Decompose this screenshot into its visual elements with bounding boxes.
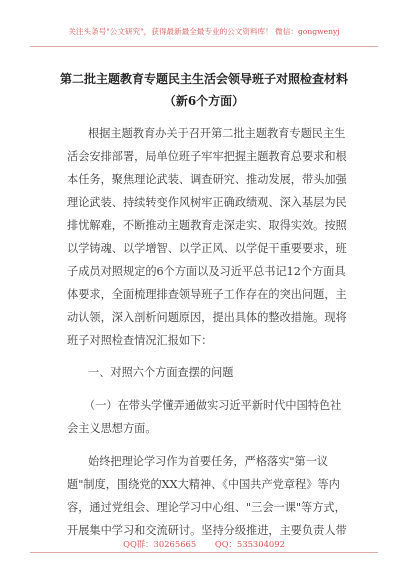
body-line: 理论武装、持续转变作风树牢正确政绩观、深入基层为民 (67, 196, 347, 209)
body-line: 容，通过党组会、理论学习中心组、"三会一课"等方式， (67, 501, 346, 514)
footer-qq: QQ：535304092 (214, 539, 285, 549)
body-line: 排忧解难，不断推动主题教育走深走实、取得实效。按照 (67, 219, 347, 232)
header-divider (30, 46, 378, 47)
body-line: 活会安排部署，局单位班子牢牢把握主题教育总要求和根 (67, 150, 347, 163)
document-subtitle: （新6个方面） (163, 94, 245, 108)
header-banner: 关注头条号"公文研究"，获得最新最全最专业的公文资料库！ 微信：gongwenyj (68, 27, 340, 36)
footer-divider (30, 552, 378, 553)
subsection-heading: （一）在带头学懂弄通做实习近平新时代中国特色社 (84, 399, 342, 412)
footer-contact (0, 538, 408, 550)
body-line: 体要求，全面梳理排查领导班子工作存在的突出问题，主 (67, 288, 347, 301)
subsection-heading-cont: 会主义思想方面。 (67, 422, 157, 435)
footer-qq-group: QQ群：30265665 (123, 539, 197, 549)
body-line: 始终把理论学习作为首要任务，严格落实"第一议 (88, 455, 329, 468)
body-line: 动认领，深入剖析问题原因，提出具体的整改措施。现将 (67, 311, 347, 324)
body-line: 班子对照检查情况汇报如下： (67, 334, 213, 347)
body-line: 以学铸魂、以学增智、以学正风、以学促干重要要求，班 (67, 242, 347, 255)
document-title: 第二批主题教育专题民主生活会领导班子对照检查材料 (59, 72, 348, 86)
body-line: 本任务，聚焦理论武装、调查研究、推动发展，带头加强 (67, 173, 347, 186)
body-line: 题"制度，围绕党的XX大精神、《中国共产党章程》等内 (67, 478, 340, 491)
body-line: 子成员对照规定的6个方面以及习近平总书记12个方面具 (67, 265, 346, 278)
body-line: 根据主题教育办关于召开第二批主题教育专题民主生 (88, 127, 346, 140)
section-heading: 一、对照六个方面查摆的问题 (88, 366, 234, 379)
body-line: 开展集中学习和交流研讨。坚持分级推进，主要负责人带 (67, 524, 347, 537)
